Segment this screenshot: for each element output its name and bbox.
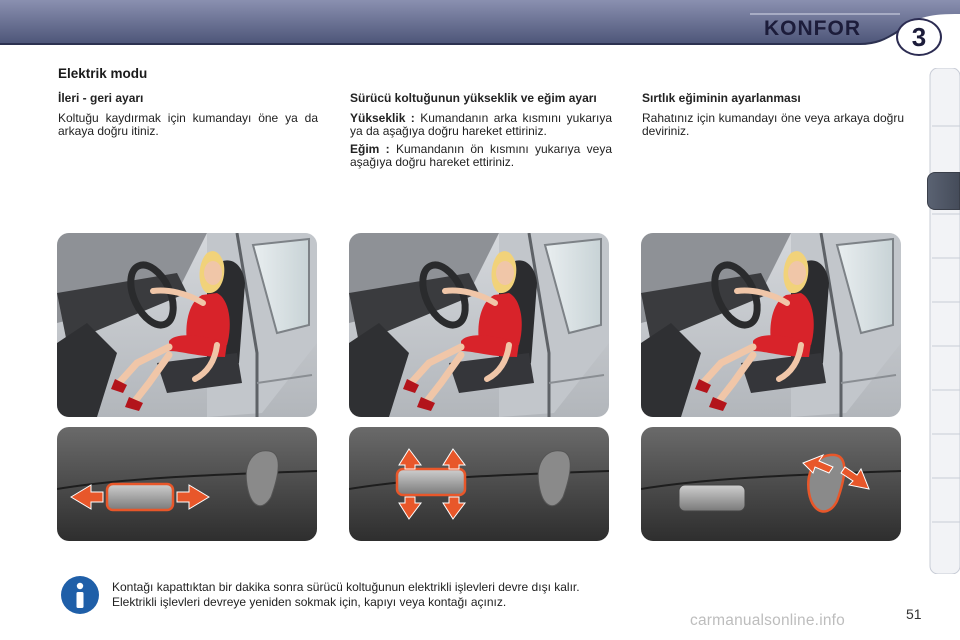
seat-switch [679,485,745,511]
chapter-number-badge: 3 [896,18,942,56]
column-backrest [642,92,904,143]
info-icon-graphic [60,575,100,615]
info-note-line: Elektrikli işlevleri devreye yeniden sokmak için, kapıyı veya kontağı açınız. [112,595,507,609]
page-number: 51 [906,606,922,622]
column-heading: İleri - geri ayarı [58,91,144,105]
paragraph-text: Rahatınız için kumandayı öne veya arkaya doğru deviriniz. [642,111,904,138]
car-illustration [349,233,609,417]
column-heading: Sürücü koltuğunun yükseklik ve eğim ayarı [350,91,597,105]
section-title: Elektrik modu [58,66,148,81]
control-closeup-fore-aft [57,427,317,541]
column-height-tilt [350,92,612,174]
paragraph-label: Eğim : [350,142,390,156]
seat-photo-fore-aft [57,233,317,417]
column-fore-aft [58,92,318,143]
chapter-title: KONFOR [764,17,861,40]
column-paragraph [642,112,904,138]
chapter-tabs-graphic [926,68,960,574]
info-note-line: Kontağı kapattıktan bir dakika sonra sürücü koltuğunun elektrikli işlevleri devre dışı kalır. [112,580,580,594]
control-closeup-height-tilt [349,427,609,541]
seat-photo-backrest [641,233,901,417]
paragraph-text: Kumandanın ön kısmını yukarıya veya aşağıya doğru hareket ettiriniz. [350,142,612,169]
seat-switch-illustration [641,427,901,541]
seat-switch-illustration [57,427,317,541]
chapter-tab-active[interactable] [927,172,960,210]
column-paragraph [350,143,612,169]
seat-switch-illustration [349,427,609,541]
seat-photo-height-tilt [349,233,609,417]
column-paragraph [350,112,612,138]
column-heading: Sırtlık eğiminin ayarlanması [642,91,801,105]
seat-switch [107,484,173,510]
chapter-tabs [926,68,960,574]
control-closeup-backrest [641,427,901,541]
paragraph-text: Koltuğu kaydırmak için kumandayı öne ya da arkaya doğru itiniz. [58,111,318,138]
paragraph-label: Yükseklik : [350,111,415,125]
seat-switch [397,469,465,495]
car-illustration [641,233,901,417]
paragraph-text: Kumandanın arka kısmını yukarıya ya da aşağıya doğru hareket ettiriniz. [350,111,612,138]
car-illustration [57,233,317,417]
info-icon [60,575,100,615]
info-note [112,580,902,610]
column-paragraph [58,112,318,138]
watermark: carmanualsonline.info [690,612,845,629]
